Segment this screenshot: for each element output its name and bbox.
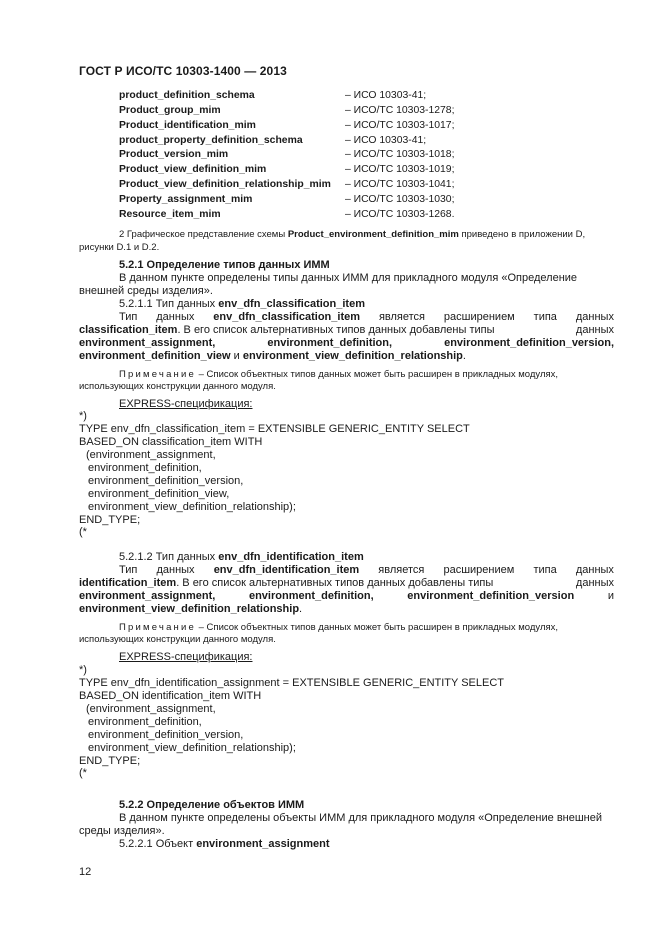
code-line: environment_definition_view, <box>88 488 230 500</box>
subsection-heading-5-2-2-1: 5.2.2.1 Объект environment_assignment <box>119 838 330 850</box>
schema-ref: – ИСО/ТС 10303-1017; <box>345 120 455 131</box>
code-line: (* <box>79 526 87 538</box>
schema-ref: – ИСО/ТС 10303-1018; <box>345 149 455 160</box>
schema-ref: – ИСО/ТС 10303-1268. <box>345 209 455 220</box>
express-label: EXPRESS-спецификация: <box>119 398 253 410</box>
code-line: *) <box>79 664 87 676</box>
note-text: Примечание – Список объектных типов данных может быть расширен в прикладных модулях, <box>119 369 559 380</box>
page-header: ГОСТ Р ИСО/ТС 10303-1400 — 2013 <box>79 64 287 78</box>
express-label: EXPRESS-спецификация: <box>119 651 253 663</box>
schema-ref: – ИСО 10303-41; <box>345 90 427 101</box>
code-line: END_TYPE; <box>79 755 141 767</box>
schema-name: Product_version_mim <box>119 149 229 160</box>
section-heading-5-2-2: 5.2.2 Определение объектов ИММ <box>119 799 305 811</box>
code-line: TYPE env_dfn_classification_item = EXTENSIBLE GENERIC_ENTITY SELECT <box>79 423 470 435</box>
schema-name: Product_view_definition_mim <box>119 164 267 175</box>
paragraph-line: Тип данных env_dfn_identification_item является расширением типа данных <box>119 564 614 576</box>
code-line: BASED_ON identification_item WITH <box>79 690 262 702</box>
schema-ref: – ИСО/ТС 10303-1019; <box>345 164 455 175</box>
code-line: environment_definition_version, <box>88 475 244 487</box>
note-2-line2: рисунки D.1 и D.2. <box>79 242 160 253</box>
code-line: (environment_assignment, <box>86 703 216 715</box>
code-line: environment_definition, <box>88 716 202 728</box>
section-intro: В данном пункте определены объекты ИММ для прикладного модуля «Определение внешней <box>119 812 603 824</box>
note-text: Примечание – Список объектных типов данных может быть расширен в прикладных модулях, <box>119 622 559 633</box>
schema-ref: – ИСО/ТС 10303-1030; <box>345 194 455 205</box>
schema-ref: – ИСО/ТС 10303-1041; <box>345 179 455 190</box>
section-heading-5-2-1: 5.2.1 Определение типов данных ИММ <box>119 259 330 271</box>
schema-name: Resource_item_mim <box>119 209 221 220</box>
code-line: *) <box>79 410 87 422</box>
schema-ref: – ИСО/ТС 10303-1278; <box>345 105 455 116</box>
note-2: 2 Графическое представление схемы Product_environment_definition_mim приведено в приложении D, <box>119 229 586 240</box>
paragraph-line: environment_definition_view и environment_view_definition_relationship. <box>79 350 466 362</box>
code-line: (* <box>79 767 87 779</box>
code-line: environment_definition_version, <box>88 729 244 741</box>
schema-ref: – ИСО 10303-41; <box>345 135 427 146</box>
schema-name: Property_assignment_mim <box>119 194 253 205</box>
paragraph-line: classification_item. В его список альтернативных типов данных добавлены типы данных <box>79 324 614 336</box>
code-line: environment_definition, <box>88 462 202 474</box>
paragraph-line: environment_assignment, environment_definition, environment_definition_version, <box>79 337 614 349</box>
code-line: TYPE env_dfn_identification_assignment = EXTENSIBLE GENERIC_ENTITY SELECT <box>79 677 505 689</box>
code-line: environment_view_definition_relationship); <box>88 501 296 513</box>
schema-name: product_property_definition_schema <box>119 135 303 146</box>
code-line: (environment_assignment, <box>86 449 216 461</box>
schema-name: product_definition_schema <box>119 90 255 101</box>
code-line: environment_view_definition_relationship); <box>88 742 296 754</box>
code-line: END_TYPE; <box>79 514 141 526</box>
subsection-heading-5-2-1-2: 5.2.1.2 Тип данных env_dfn_identification_item <box>119 551 364 563</box>
note-line2: использующих конструкции данного модуля. <box>79 381 276 392</box>
paragraph-line: environment_assignment, environment_definition, environment_definition_version и <box>79 590 614 602</box>
schema-name: Product_group_mim <box>119 105 221 116</box>
paragraph-line: identification_item. В его список альтернативных типов данных добавлены типы данных <box>79 577 614 589</box>
paragraph-line: Тип данных env_dfn_classification_item является расширением типа данных <box>119 311 614 323</box>
paragraph-line: environment_view_definition_relationship. <box>79 603 303 615</box>
code-line: BASED_ON classification_item WITH <box>79 436 263 448</box>
section-intro: В данном пункте определены типы данных ИММ для прикладного модуля «Определение <box>119 272 578 284</box>
schema-name: Product_view_definition_relationship_mim <box>119 179 331 190</box>
section-intro-line2: внешней среды изделия». <box>79 285 213 297</box>
section-intro-line2: среды изделия». <box>79 825 165 837</box>
note-line2: использующих конструкции данного модуля. <box>79 634 276 645</box>
schema-name: Product_identification_mim <box>119 120 256 131</box>
subsection-heading-5-2-1-1: 5.2.1.1 Тип данных env_dfn_classification_item <box>119 298 365 310</box>
page-number: 12 <box>79 866 92 878</box>
